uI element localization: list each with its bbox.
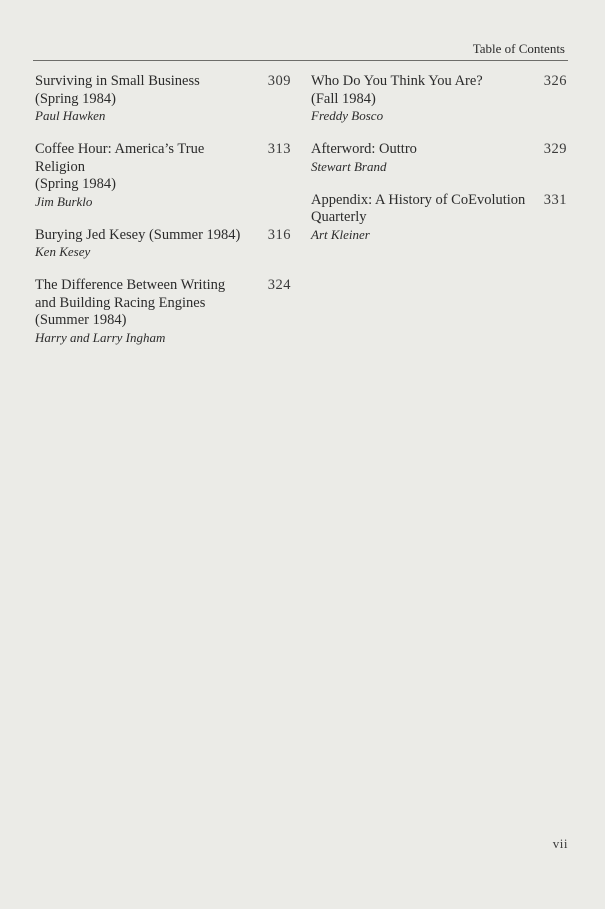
entry-title-line: and Building Racing Engines	[35, 294, 206, 311]
entry-title-line: (Spring 1984)	[35, 176, 116, 192]
entry-author: Art Kleiner	[311, 226, 370, 242]
header-rule	[33, 60, 568, 61]
entry-title	[311, 73, 529, 108]
entry-title-line: Burying Jed Kesey (Summer 1984)	[35, 226, 241, 243]
entry-title-line: Coffee Hour: America’s True Religion	[35, 141, 205, 175]
toc-left-column	[35, 73, 293, 363]
entry-page-number: 309	[267, 73, 291, 89]
entry-page-number: 326	[543, 73, 567, 89]
entry-author: Paul Hawken	[35, 108, 106, 123]
toc-entry	[35, 227, 293, 261]
running-head: Table of Contents	[472, 41, 565, 56]
entry-title-line: (Fall 1984)	[311, 90, 376, 107]
entry-title-line: Afterword: Outtro	[311, 141, 417, 157]
toc-entry	[35, 141, 293, 210]
entry-title	[35, 227, 253, 245]
entry-page-number: 313	[267, 141, 291, 157]
entry-title-line: (Summer 1984)	[35, 312, 127, 328]
entry-title-line: The Difference Between Writing	[35, 277, 226, 293]
entry-page-number: 331	[543, 191, 567, 208]
entry-author: Ken Kesey	[35, 244, 91, 259]
toc-entry	[311, 192, 569, 243]
entry-title	[311, 192, 529, 227]
entry-title-line: Quarterly	[311, 209, 367, 225]
entry-title	[35, 277, 253, 330]
entry-page-number: 316	[267, 226, 291, 243]
entry-title-line: (Spring 1984)	[35, 90, 116, 107]
toc-entry	[35, 277, 293, 346]
entry-title	[311, 141, 529, 159]
entry-author: Stewart Brand	[311, 158, 387, 174]
entry-page-number: 324	[267, 277, 291, 293]
entry-title	[35, 141, 253, 194]
toc-right-column	[311, 73, 569, 260]
entry-title-line: Appendix: A History of CoEvolution	[311, 191, 526, 208]
entry-title	[35, 73, 253, 108]
entry-page-number: 329	[543, 141, 567, 157]
entry-title-line: Who Do You Think You Are?	[311, 73, 483, 89]
entry-author: Jim Burklo	[35, 193, 93, 209]
entry-title-line: Surviving in Small Business	[35, 73, 200, 89]
toc-entry	[311, 73, 569, 124]
page-folio: vii	[552, 836, 568, 851]
toc-entry	[35, 73, 293, 124]
toc-entry	[311, 141, 569, 175]
entry-author: Freddy Bosco	[311, 108, 384, 123]
entry-author: Harry and Larry Ingham	[35, 329, 166, 345]
